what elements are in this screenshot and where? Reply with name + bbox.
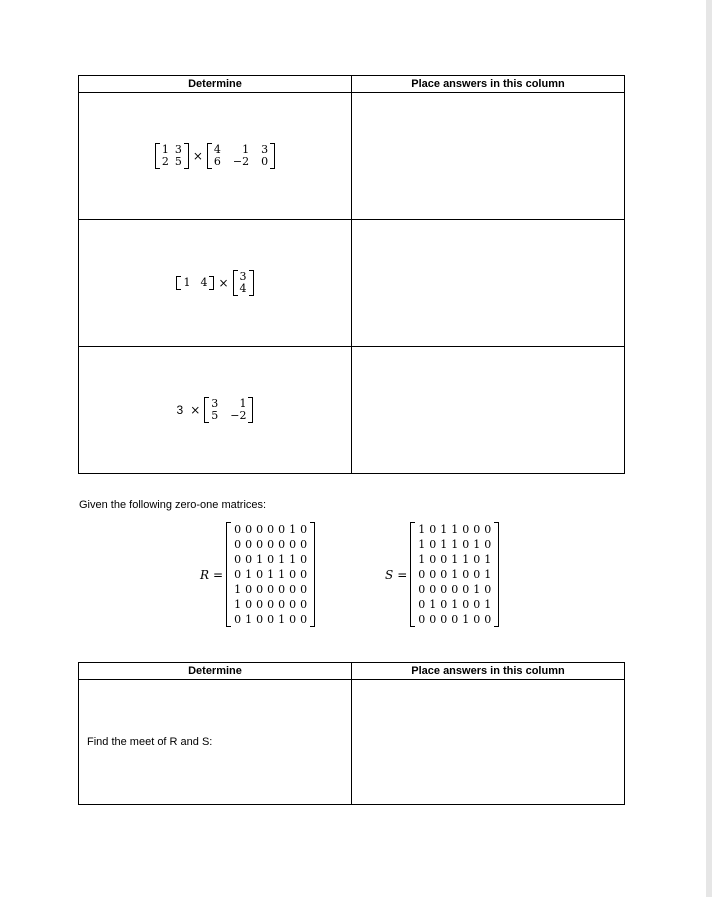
header-determine: Determine — [79, 663, 352, 680]
matrix-entry: 0 — [462, 568, 470, 581]
matrix-entry: 4 — [200, 276, 208, 289]
matrix-entry: 0 — [473, 553, 481, 566]
matrix-entry: 0 — [245, 583, 253, 596]
matrix-entry: 0 — [440, 583, 448, 596]
matrix-entry: 0 — [278, 523, 286, 536]
matrix-entry: 0 — [473, 598, 481, 611]
matrix-entry: 1 — [239, 397, 247, 410]
problem-1-expression — [155, 143, 275, 169]
matrix-entry: 0 — [484, 538, 492, 551]
matrix-entry: 1 — [451, 538, 459, 551]
matrix-entry: 0 — [289, 598, 297, 611]
matrix-entry: 1 — [418, 538, 426, 551]
matrix-entry: 0 — [278, 583, 286, 596]
matrix-entry: 0 — [451, 583, 459, 596]
matrix-entry: 0 — [289, 613, 297, 626]
matrix-entry: 0 — [429, 553, 437, 566]
matrix-entry: 0 — [440, 553, 448, 566]
matrix-entry: 1 — [242, 143, 250, 156]
column-vector — [233, 270, 254, 296]
matrix-entry: 3 — [239, 270, 247, 283]
matrix-r — [200, 522, 315, 627]
determine-table-2 — [78, 662, 625, 805]
matrix-entry: 0 — [245, 523, 253, 536]
matrix-entry: 0 — [440, 613, 448, 626]
matrix-entry: 0 — [300, 553, 308, 566]
matrix-entry: 1 — [234, 598, 242, 611]
matrix-entry: 1 — [429, 598, 437, 611]
matrix-entry: 0 — [429, 613, 437, 626]
problem-1-cell — [79, 93, 352, 220]
matrix-entry: 0 — [473, 613, 481, 626]
matrix-entry: 0 — [429, 583, 437, 596]
matrix-entry: 0 — [245, 538, 253, 551]
matrix-entry: −2 — [230, 409, 247, 422]
matrix-entry: 0 — [256, 583, 264, 596]
matrix-entry: 1 — [278, 613, 286, 626]
matrix-entry: 0 — [245, 553, 253, 566]
matrix-entry: 0 — [300, 568, 308, 581]
matrix-entry: 1 — [245, 613, 253, 626]
given-text: Given the following zero-one matrices: — [79, 499, 267, 511]
matrix-entry: 1 — [278, 568, 286, 581]
page-edge — [706, 0, 712, 897]
matrix-entry: 1 — [440, 523, 448, 536]
matrix-entry: 1 — [256, 553, 264, 566]
matrix-entry: 0 — [440, 598, 448, 611]
meet-question: Find the meet of R and S: — [79, 680, 352, 805]
matrix-entry: 0 — [267, 583, 275, 596]
matrix-entry: 0 — [462, 583, 470, 596]
matrix-r-label: R — [200, 567, 210, 582]
matrix-entry: 1 — [451, 553, 459, 566]
matrix-entry: 3 — [261, 143, 269, 156]
matrix-entry: 0 — [440, 568, 448, 581]
matrix-entry: 0 — [289, 568, 297, 581]
header-answers: Place answers in this column — [352, 76, 625, 93]
matrix-entry: 0 — [429, 538, 437, 551]
matrix-entry: 1 — [462, 553, 470, 566]
matrix-entry: 5 — [211, 409, 219, 422]
matrix-entry: 2 — [161, 155, 169, 168]
matrix-entry: 0 — [429, 523, 437, 536]
matrix-entry: 0 — [462, 598, 470, 611]
matrix-s-label: S — [385, 567, 394, 582]
matrix-entry: 0 — [267, 553, 275, 566]
matrix-a1 — [155, 143, 189, 169]
matrix-entry: 3 — [174, 143, 182, 156]
matrix-entry: 0 — [256, 568, 264, 581]
matrix-entry: 0 — [418, 568, 426, 581]
matrix-entry: 1 — [245, 568, 253, 581]
matrix-entry: 0 — [484, 613, 492, 626]
matrix-entry: 1 — [462, 613, 470, 626]
matrix-entry: 1 — [484, 568, 492, 581]
matrix-entry: 0 — [429, 568, 437, 581]
matrix-entry: 0 — [245, 598, 253, 611]
matrix-entry: 0 — [234, 523, 242, 536]
determine-table-1 — [78, 75, 625, 474]
matrix-entry: 0 — [256, 523, 264, 536]
answer-cell-1[interactable] — [352, 93, 625, 220]
matrix-entry: 1 — [451, 598, 459, 611]
matrix-entry: 1 — [484, 598, 492, 611]
matrix-entry: 1 — [451, 523, 459, 536]
equals-sign: = — [213, 567, 224, 582]
matrix-entry: 1 — [451, 568, 459, 581]
times-operator: × — [218, 276, 229, 290]
matrix-entry: 3 — [211, 397, 219, 410]
matrix-entry: 0 — [267, 538, 275, 551]
answer-cell-4[interactable] — [352, 680, 625, 805]
matrix-entry: 0 — [256, 538, 264, 551]
matrix-entry: 0 — [484, 583, 492, 596]
problem-3-expression — [177, 397, 254, 423]
matrix-entry: 0 — [261, 155, 269, 168]
header-answers: Place answers in this column — [352, 663, 625, 680]
matrix-entry: 6 — [213, 155, 221, 168]
matrix-entry: 0 — [267, 598, 275, 611]
matrix-b1 — [207, 143, 275, 169]
matrix-entry: −2 — [232, 155, 250, 168]
matrix-entry: 1 — [440, 538, 448, 551]
matrix-entry: 0 — [473, 568, 481, 581]
matrix-entry: 0 — [289, 583, 297, 596]
matrix-entry: 0 — [267, 613, 275, 626]
matrix-entry: 0 — [267, 523, 275, 536]
matrix-entry: 1 — [183, 276, 191, 289]
matrix-entry: 1 — [267, 568, 275, 581]
matrix-entry: 0 — [451, 613, 459, 626]
header-determine: Determine — [79, 76, 352, 93]
matrix-entry: 1 — [418, 523, 426, 536]
matrix-entry: 1 — [234, 583, 242, 596]
matrix-entry: 0 — [300, 598, 308, 611]
matrix-entry: 0 — [300, 583, 308, 596]
matrix-entry: 0 — [234, 613, 242, 626]
times-operator: × — [190, 403, 201, 417]
matrix-entry: 1 — [161, 143, 169, 156]
matrix-entry: 1 — [278, 553, 286, 566]
row-vector — [176, 276, 214, 290]
matrix-entry: 0 — [300, 523, 308, 536]
problem-2-cell — [79, 220, 352, 347]
matrix-entry: 1 — [289, 553, 297, 566]
problem-3-cell — [79, 347, 352, 474]
matrix-entry: 0 — [473, 523, 481, 536]
matrix-entry: 0 — [256, 598, 264, 611]
matrix-entry: 1 — [418, 553, 426, 566]
matrix-entry: 4 — [213, 143, 221, 156]
problem-2-expression — [176, 270, 253, 296]
matrix-entry: 0 — [462, 538, 470, 551]
equals-sign: = — [397, 567, 408, 582]
matrix-entry: 0 — [418, 613, 426, 626]
times-operator: × — [192, 149, 203, 163]
matrix-entry: 0 — [462, 523, 470, 536]
answer-cell-3[interactable] — [352, 347, 625, 474]
matrix-entry: 0 — [234, 538, 242, 551]
matrix-entry: 1 — [289, 523, 297, 536]
matrix-entry: 0 — [289, 538, 297, 551]
matrix-entry: 0 — [300, 538, 308, 551]
answer-cell-2[interactable] — [352, 220, 625, 347]
matrix-s — [385, 522, 499, 627]
matrix-entry: 1 — [473, 583, 481, 596]
matrix-entry: 0 — [234, 568, 242, 581]
matrix-entry: 0 — [278, 538, 286, 551]
matrix-entry: 0 — [418, 583, 426, 596]
matrix-entry: 5 — [174, 155, 182, 168]
scalar-value: 3 — [176, 403, 184, 417]
matrix-entry: 0 — [256, 613, 264, 626]
matrix-entry: 0 — [234, 553, 242, 566]
matrix-entry: 0 — [300, 613, 308, 626]
matrix-entry: 1 — [473, 538, 481, 551]
matrix-entry: 0 — [484, 523, 492, 536]
matrix-entry: 1 — [484, 553, 492, 566]
matrix-c — [204, 397, 253, 423]
matrix-entry: 0 — [278, 598, 286, 611]
matrix-entry: 0 — [418, 598, 426, 611]
matrix-entry: 4 — [239, 282, 247, 295]
